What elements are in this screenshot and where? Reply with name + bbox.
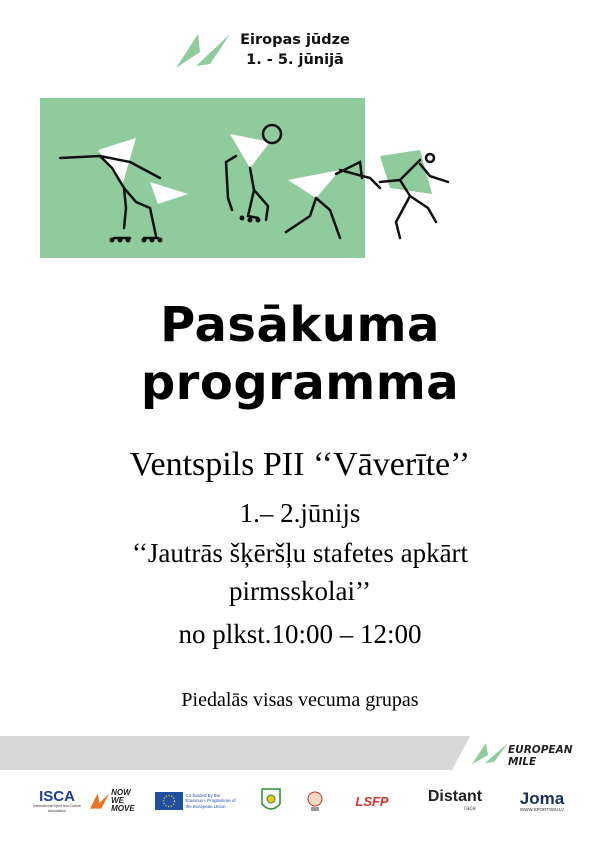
event-header-title: Eiropas jūdze [240, 32, 350, 48]
erasmus-eu-logo [154, 786, 240, 816]
event-name-line-1: ‘‘Jautrās šķēršļu stafetes apkārt [131, 538, 469, 568]
erasmus-eu-text: Co-funded by the Erasmus+ Programme of the European Union [185, 792, 236, 809]
isca-logo-text: ISCA [39, 787, 75, 805]
now-we-move-icon [90, 791, 109, 811]
page-title [60, 296, 540, 412]
distant-logo-text: Distant [427, 788, 483, 805]
participants-note: Piedalās visas vecuma grupas [181, 689, 419, 711]
event-name-line-2: pirmsskolai’’ [229, 576, 371, 606]
title-line-1: Pasākuma [160, 297, 440, 353]
now-we-move-line-1: NOW [111, 788, 131, 797]
lsfp-shield-logo [260, 786, 282, 816]
distant-race-logo [418, 786, 492, 816]
event-header [232, 30, 358, 70]
event-name [65, 534, 535, 610]
lsfp-logo-text: LSFP [355, 793, 389, 809]
european-mile-logo-icon [176, 30, 230, 70]
now-we-move-logo [90, 786, 148, 816]
european-mile-brand-text: EUROPEAN MILE [508, 744, 573, 768]
lsfp-logo [346, 786, 398, 816]
shield-icon [261, 788, 281, 814]
distant-logo-subtext: race [464, 806, 476, 812]
event-header-dates: 1. - 5. jūnijā [246, 52, 344, 68]
joma-logo-text: Joma [519, 788, 565, 808]
isca-logo-subtext: International Sport and Culture Association [33, 803, 81, 813]
joma-logo [506, 786, 578, 816]
eu-flag-icon [155, 792, 183, 810]
european-mile-brand-icon [472, 740, 508, 766]
title-line-2: programma [140, 355, 460, 411]
ministry-coat-of-arms-logo [300, 786, 330, 816]
now-we-move-line-2: WE MOVE [111, 796, 135, 813]
venue-text: Ventspils PII ‘‘Vāverīte’’ [129, 446, 471, 483]
isca-logo [30, 786, 84, 816]
dancing-figures-illustration [40, 98, 460, 258]
joma-logo-subtext: WWW.SPORTWIN.LV [519, 806, 565, 812]
time-text: no plkst.10:00 – 12:00 [178, 619, 422, 649]
coat-of-arms-icon [304, 789, 326, 813]
dates-text: 1.– 2.jūnijs [239, 498, 361, 528]
